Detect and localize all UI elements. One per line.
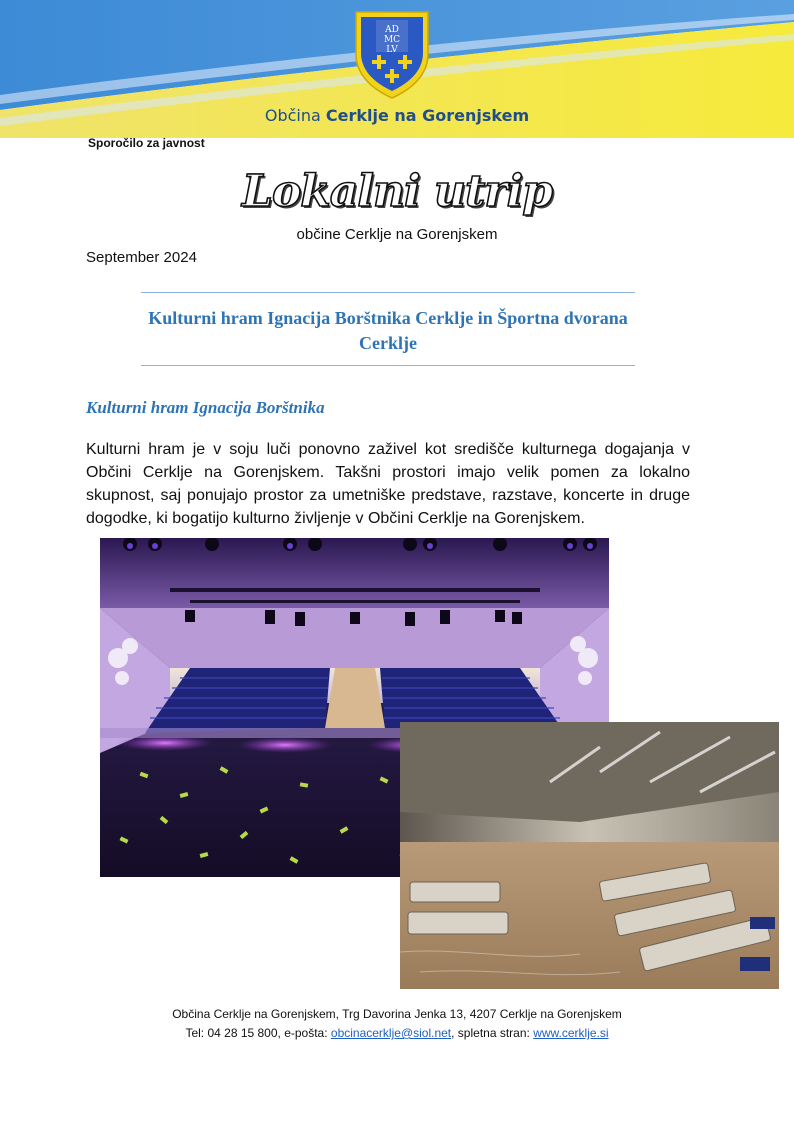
body-paragraph: Kulturni hram je v soju luči ponovno zaživel kot središče kulturnega dogajanja v Občini Cerklje na Gorenjskem. Takšni prostori imajo velik pomen za lokalno skupnost, saj ponujajo prostor za umetniške predstave, razstave, koncerte in druge dogodke, ki bogatijo kulturno življenje v Občini Cerklje na Gorenjskem.	[86, 441, 690, 527]
footer-phone: Tel: 04 28 15 800, e-pošta:	[185, 1026, 331, 1040]
municipality-name-bold: Cerklje na Gorenjskem	[325, 106, 530, 125]
footer-website-link[interactable]: www.cerklje.si	[533, 1026, 609, 1040]
flooded-hall-photo	[400, 722, 779, 989]
municipality-crest-logo	[352, 8, 432, 100]
svg-text:MC: MC	[383, 35, 401, 45]
newsletter-title: Lokalni utrip	[242, 166, 552, 217]
municipality-name	[0, 106, 794, 125]
footer-email-link[interactable]: obcinacerklje@siol.net	[330, 1026, 452, 1040]
newsletter-subtitle: občine Cerklje na Gorenjskem	[296, 226, 498, 243]
issue-date: September 2024	[86, 249, 197, 266]
municipality-prefix: Občina	[264, 106, 321, 125]
footer-web-prefix: , spletna stran:	[451, 1026, 534, 1040]
svg-text:AD: AD	[385, 25, 399, 35]
article-headline: Kulturni hram Ignacija Borštnika Cerklje in Športna dvorana Cerklje	[148, 308, 628, 353]
footer-contact	[0, 1024, 794, 1043]
headline-divider-bottom	[141, 365, 635, 366]
page-footer	[0, 1005, 794, 1043]
section-heading: Kulturni hram Ignacija Borštnika	[86, 398, 325, 417]
press-release-label: Sporočilo za javnost	[88, 136, 205, 150]
headline-divider-top	[141, 292, 635, 293]
svg-text:LV: LV	[386, 45, 398, 55]
footer-address: Občina Cerklje na Gorenjskem, Trg Davorina Jenka 13, 4207 Cerklje na Gorenjskem	[172, 1007, 622, 1021]
